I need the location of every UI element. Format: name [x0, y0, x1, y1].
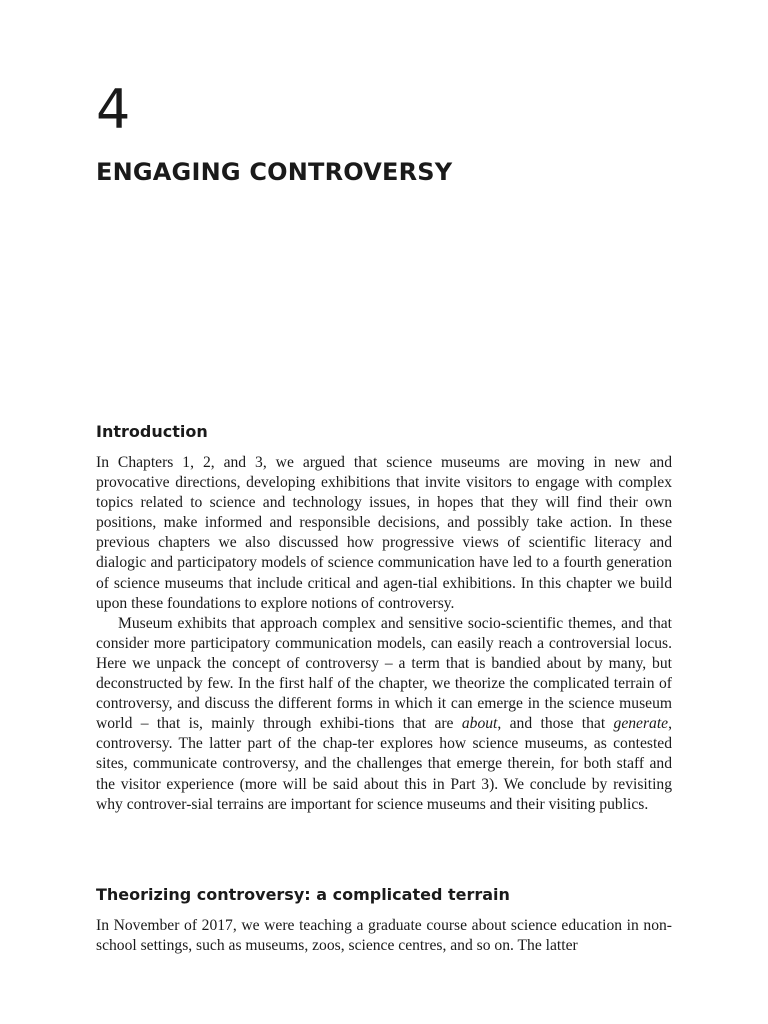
introduction-paragraph-1: In Chapters 1, 2, and 3, we argued that science museums are moving in new and provocative directions, developing exhibitions that invite visitors to engage with complex topics related to science and technology issues, in hopes that they will find their own positions, make informed and responsible decisions, and possibly take action. In these previous chapters we also discussed how progressive views of scientific literacy and dialogic and participatory models of science communication have led to a fourth generation of science museums that include critical and agen-tial exhibitions. In this chapter we build upon these foundations to explore notions of controversy. — [96, 454, 672, 612]
introduction-paragraph-2-text-3: , controversy. The latter part of the chap-ter explores how science museums, as contested sites, communicate controversy, and the challenges that emerge therein, for both staff and the visitor experience (more will be said about this in Part 3). We conclude by revisiting why controver-sial terrains are important for science museums and their visiting publics. — [96, 715, 672, 813]
emphasis-about: about — [461, 715, 498, 733]
section-heading-introduction: Introduction — [96, 422, 208, 441]
introduction-paragraph-2-text-2: , and those that — [497, 715, 614, 733]
introduction-paragraph-2-text-1: Museum exhibits that approach complex and sensitive socio-scientific themes, and that consider more participatory communication models, can easily reach a controversial locus. Here we unpack the concept of controversy – a term that is bandied about by many, but deconstructed by few. In the first half of the chapter, we theorize the complicated terrain of controversy, and discuss the different forms in which it can emerge in the science museum world – that is, mainly through exhibi-tions that are — [96, 614, 672, 733]
introduction-body — [96, 453, 672, 815]
introduction-paragraph-2 — [96, 614, 672, 815]
theorizing-body — [96, 916, 672, 956]
theorizing-paragraph-1: In November of 2017, we were teaching a graduate course about science education in non-school settings, such as museums, zoos, science centres, and so on. The latter — [96, 917, 672, 955]
emphasis-generate: generate — [613, 715, 669, 733]
book-page — [96, 0, 672, 1024]
chapter-title: ENGAGING CONTROVERSY — [96, 158, 453, 186]
chapter-number: 4 — [96, 78, 131, 141]
section-heading-theorizing: Theorizing controversy: a complicated terrain — [96, 885, 510, 904]
